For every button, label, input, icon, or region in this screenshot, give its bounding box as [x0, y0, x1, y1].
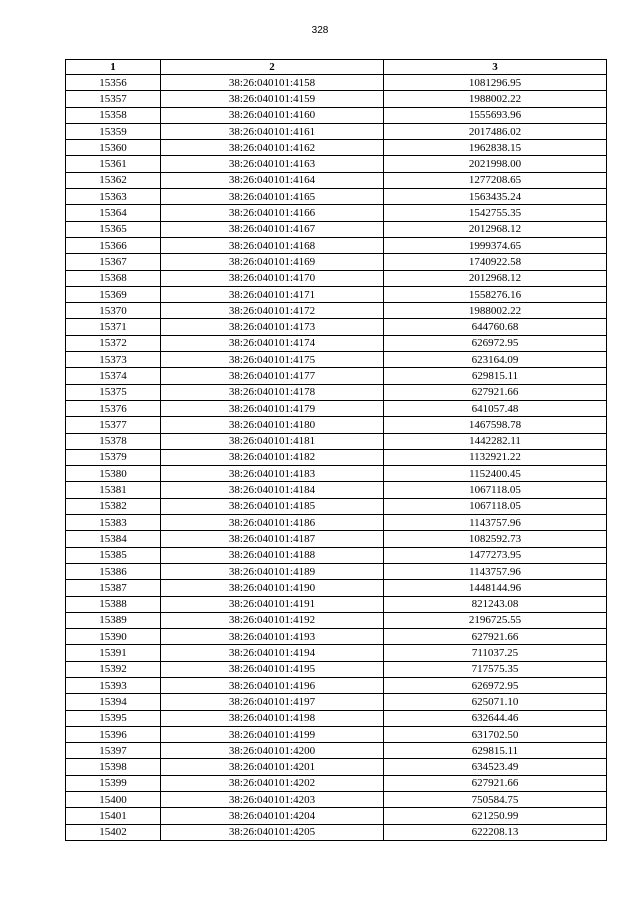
table-row: [66, 677, 607, 693]
row-number-cell: 15365: [66, 221, 161, 237]
value-cell: 1988002.22: [384, 303, 607, 319]
value-cell: 627921.66: [384, 629, 607, 645]
cadastral-number-cell: 38:26:040101:4199: [161, 726, 384, 742]
cadastral-number-cell: 38:26:040101:4175: [161, 352, 384, 368]
row-number-cell: 15360: [66, 140, 161, 156]
value-cell: 1563435.24: [384, 189, 607, 205]
table-row: [66, 319, 607, 335]
row-number-cell: 15367: [66, 254, 161, 270]
cadastral-number-cell: 38:26:040101:4178: [161, 384, 384, 400]
value-cell: 625071.10: [384, 694, 607, 710]
table-row: [66, 531, 607, 547]
row-number-cell: 15389: [66, 612, 161, 628]
table-row: [66, 710, 607, 726]
table-row: [66, 645, 607, 661]
value-cell: 1277208.65: [384, 172, 607, 188]
table-row: [66, 352, 607, 368]
table-row: [66, 629, 607, 645]
cadastral-number-cell: 38:26:040101:4196: [161, 677, 384, 693]
value-cell: 622208.13: [384, 824, 607, 840]
row-number-cell: 15357: [66, 91, 161, 107]
cadastral-number-cell: 38:26:040101:4166: [161, 205, 384, 221]
cadastral-number-cell: 38:26:040101:4200: [161, 743, 384, 759]
row-number-cell: 15371: [66, 319, 161, 335]
table-row: [66, 612, 607, 628]
value-cell: 1555693.96: [384, 107, 607, 123]
value-cell: 1067118.05: [384, 482, 607, 498]
cadastral-number-cell: 38:26:040101:4185: [161, 498, 384, 514]
table-row: [66, 237, 607, 253]
row-number-cell: 15380: [66, 466, 161, 482]
row-number-cell: 15390: [66, 629, 161, 645]
row-number-cell: 15386: [66, 563, 161, 579]
row-number-cell: 15385: [66, 547, 161, 563]
value-cell: 1542755.35: [384, 205, 607, 221]
cadastral-number-cell: 38:26:040101:4202: [161, 775, 384, 791]
value-cell: 2017486.02: [384, 123, 607, 139]
value-cell: 1988002.22: [384, 91, 607, 107]
row-number-cell: 15391: [66, 645, 161, 661]
row-number-cell: 15369: [66, 286, 161, 302]
value-cell: 1442282.11: [384, 433, 607, 449]
cadastral-number-cell: 38:26:040101:4198: [161, 710, 384, 726]
table-body: [66, 75, 607, 841]
table-row: [66, 172, 607, 188]
row-number-cell: 15379: [66, 449, 161, 465]
value-cell: 821243.08: [384, 596, 607, 612]
cadastral-number-cell: 38:26:040101:4160: [161, 107, 384, 123]
table-row: [66, 189, 607, 205]
cadastral-number-cell: 38:26:040101:4201: [161, 759, 384, 775]
value-cell: 632644.46: [384, 710, 607, 726]
row-number-cell: 15398: [66, 759, 161, 775]
row-number-cell: 15381: [66, 482, 161, 498]
table-row: [66, 368, 607, 384]
row-number-cell: 15402: [66, 824, 161, 840]
row-number-cell: 15396: [66, 726, 161, 742]
table-row: [66, 205, 607, 221]
cadastral-number-cell: 38:26:040101:4188: [161, 547, 384, 563]
table-row: [66, 123, 607, 139]
value-cell: 2012968.12: [384, 270, 607, 286]
cadastral-number-cell: 38:26:040101:4186: [161, 515, 384, 531]
cadastral-number-cell: 38:26:040101:4203: [161, 792, 384, 808]
row-number-cell: 15399: [66, 775, 161, 791]
value-cell: 1132921.22: [384, 449, 607, 465]
data-table: [65, 59, 607, 841]
value-cell: 1558276.16: [384, 286, 607, 302]
cadastral-number-cell: 38:26:040101:4177: [161, 368, 384, 384]
cadastral-number-cell: 38:26:040101:4205: [161, 824, 384, 840]
value-cell: 1081296.95: [384, 75, 607, 91]
table-row: [66, 433, 607, 449]
cadastral-number-cell: 38:26:040101:4164: [161, 172, 384, 188]
table-row: [66, 515, 607, 531]
row-number-cell: 15401: [66, 808, 161, 824]
cadastral-number-cell: 38:26:040101:4193: [161, 629, 384, 645]
value-cell: 634523.49: [384, 759, 607, 775]
table-row: [66, 254, 607, 270]
cadastral-number-cell: 38:26:040101:4161: [161, 123, 384, 139]
column-header-3: 3: [384, 60, 607, 75]
value-cell: 1477273.95: [384, 547, 607, 563]
value-cell: 1740922.58: [384, 254, 607, 270]
table-row: [66, 563, 607, 579]
table-row: [66, 694, 607, 710]
row-number-cell: 15400: [66, 792, 161, 808]
cadastral-number-cell: 38:26:040101:4189: [161, 563, 384, 579]
value-cell: 627921.66: [384, 384, 607, 400]
row-number-cell: 15387: [66, 580, 161, 596]
table-row: [66, 335, 607, 351]
cadastral-number-cell: 38:26:040101:4159: [161, 91, 384, 107]
table-header-row: [66, 60, 607, 75]
row-number-cell: 15383: [66, 515, 161, 531]
column-header-1: 1: [66, 60, 161, 75]
table-row: [66, 726, 607, 742]
cadastral-number-cell: 38:26:040101:4165: [161, 189, 384, 205]
value-cell: 1448144.96: [384, 580, 607, 596]
value-cell: 1962838.15: [384, 140, 607, 156]
cadastral-number-cell: 38:26:040101:4174: [161, 335, 384, 351]
table-row: [66, 400, 607, 416]
row-number-cell: 15370: [66, 303, 161, 319]
table-row: [66, 792, 607, 808]
table-row: [66, 303, 607, 319]
cadastral-number-cell: 38:26:040101:4162: [161, 140, 384, 156]
value-cell: 1152400.45: [384, 466, 607, 482]
value-cell: 629815.11: [384, 368, 607, 384]
cadastral-number-cell: 38:26:040101:4163: [161, 156, 384, 172]
value-cell: 1067118.05: [384, 498, 607, 514]
table-row: [66, 824, 607, 840]
cadastral-number-cell: 38:26:040101:4168: [161, 237, 384, 253]
table-row: [66, 286, 607, 302]
page-number: 328: [311, 25, 329, 36]
cadastral-number-cell: 38:26:040101:4183: [161, 466, 384, 482]
row-number-cell: 15363: [66, 189, 161, 205]
table-row: [66, 775, 607, 791]
cadastral-number-cell: 38:26:040101:4179: [161, 400, 384, 416]
cadastral-number-cell: 38:26:040101:4182: [161, 449, 384, 465]
cadastral-number-cell: 38:26:040101:4167: [161, 221, 384, 237]
cadastral-number-cell: 38:26:040101:4170: [161, 270, 384, 286]
table-row: [66, 596, 607, 612]
row-number-cell: 15395: [66, 710, 161, 726]
row-number-cell: 15382: [66, 498, 161, 514]
value-cell: 717575.35: [384, 661, 607, 677]
row-number-cell: 15373: [66, 352, 161, 368]
cadastral-number-cell: 38:26:040101:4187: [161, 531, 384, 547]
row-number-cell: 15393: [66, 677, 161, 693]
value-cell: 644760.68: [384, 319, 607, 335]
cadastral-number-cell: 38:26:040101:4194: [161, 645, 384, 661]
row-number-cell: 15356: [66, 75, 161, 91]
table-row: [66, 270, 607, 286]
value-cell: 623164.09: [384, 352, 607, 368]
cadastral-number-cell: 38:26:040101:4195: [161, 661, 384, 677]
value-cell: 2021998.00: [384, 156, 607, 172]
table-row: [66, 661, 607, 677]
table-row: [66, 580, 607, 596]
cadastral-number-cell: 38:26:040101:4169: [161, 254, 384, 270]
value-cell: 711037.25: [384, 645, 607, 661]
row-number-cell: 15375: [66, 384, 161, 400]
table-row: [66, 107, 607, 123]
row-number-cell: 15364: [66, 205, 161, 221]
row-number-cell: 15376: [66, 400, 161, 416]
value-cell: 626972.95: [384, 677, 607, 693]
row-number-cell: 15361: [66, 156, 161, 172]
row-number-cell: 15384: [66, 531, 161, 547]
cadastral-number-cell: 38:26:040101:4190: [161, 580, 384, 596]
row-number-cell: 15366: [66, 237, 161, 253]
value-cell: 750584.75: [384, 792, 607, 808]
table-row: [66, 808, 607, 824]
table-row: [66, 384, 607, 400]
row-number-cell: 15368: [66, 270, 161, 286]
row-number-cell: 15372: [66, 335, 161, 351]
row-number-cell: 15362: [66, 172, 161, 188]
value-cell: 641057.48: [384, 400, 607, 416]
cadastral-number-cell: 38:26:040101:4181: [161, 433, 384, 449]
value-cell: 1143757.96: [384, 515, 607, 531]
table-row: [66, 466, 607, 482]
table-row: [66, 417, 607, 433]
value-cell: 627921.66: [384, 775, 607, 791]
table-row: [66, 221, 607, 237]
table-row: [66, 743, 607, 759]
row-number-cell: 15394: [66, 694, 161, 710]
table-row: [66, 140, 607, 156]
row-number-cell: 15358: [66, 107, 161, 123]
row-number-cell: 15388: [66, 596, 161, 612]
row-number-cell: 15378: [66, 433, 161, 449]
row-number-cell: 15374: [66, 368, 161, 384]
column-header-2: 2: [161, 60, 384, 75]
table-row: [66, 498, 607, 514]
row-number-cell: 15359: [66, 123, 161, 139]
cadastral-number-cell: 38:26:040101:4184: [161, 482, 384, 498]
row-number-cell: 15377: [66, 417, 161, 433]
cadastral-number-cell: 38:26:040101:4192: [161, 612, 384, 628]
value-cell: 629815.11: [384, 743, 607, 759]
cadastral-number-cell: 38:26:040101:4204: [161, 808, 384, 824]
value-cell: 631702.50: [384, 726, 607, 742]
cadastral-number-cell: 38:26:040101:4158: [161, 75, 384, 91]
value-cell: 626972.95: [384, 335, 607, 351]
value-cell: 1999374.65: [384, 237, 607, 253]
table-row: [66, 482, 607, 498]
table-row: [66, 449, 607, 465]
cadastral-number-cell: 38:26:040101:4173: [161, 319, 384, 335]
value-cell: 2196725.55: [384, 612, 607, 628]
table-row: [66, 547, 607, 563]
cadastral-number-cell: 38:26:040101:4180: [161, 417, 384, 433]
table-row: [66, 91, 607, 107]
cadastral-number-cell: 38:26:040101:4191: [161, 596, 384, 612]
value-cell: 621250.99: [384, 808, 607, 824]
cadastral-number-cell: 38:26:040101:4197: [161, 694, 384, 710]
value-cell: 1082592.73: [384, 531, 607, 547]
value-cell: 1143757.96: [384, 563, 607, 579]
table-row: [66, 75, 607, 91]
cadastral-number-cell: 38:26:040101:4172: [161, 303, 384, 319]
row-number-cell: 15397: [66, 743, 161, 759]
table-row: [66, 759, 607, 775]
row-number-cell: 15392: [66, 661, 161, 677]
value-cell: 1467598.78: [384, 417, 607, 433]
value-cell: 2012968.12: [384, 221, 607, 237]
cadastral-number-cell: 38:26:040101:4171: [161, 286, 384, 302]
table-row: [66, 156, 607, 172]
